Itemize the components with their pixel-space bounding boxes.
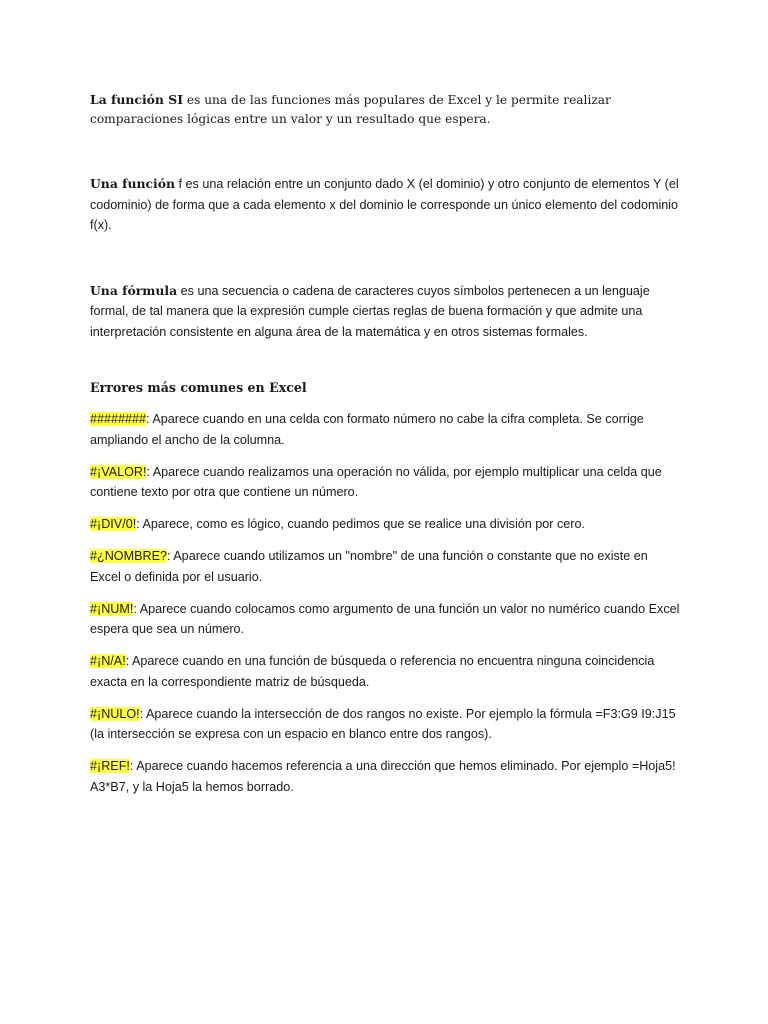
definition-formula	[90, 281, 680, 343]
spacer	[90, 129, 680, 174]
error-description: : Aparece cuando utilizamos un "nombre" de una función o constante que no existe en Excel o definida por el usuario.	[90, 549, 648, 584]
error-code: #¡DIV/0!	[90, 517, 137, 531]
errors-list	[90, 409, 680, 797]
error-code: #¡VALOR!	[90, 464, 147, 479]
definition-text: es una secuencia o cadena de caracteres cuyos símbolos pertenecen a un lenguaje formal, de tal manera que la expresión cumple ciertas reglas de buena formación y que admite una interpretación consistente en alguna área de la matemática y en otros sistemas formales.	[90, 283, 650, 339]
error-item	[90, 409, 680, 450]
definition-text: es una de las funciones más populares de Excel y le permite realizar comparaciones lógicas entre un valor y un resultado que espera.	[90, 93, 611, 126]
error-item	[90, 599, 680, 640]
error-code: #¡NUM!	[90, 601, 134, 616]
error-item	[90, 651, 680, 692]
spacer	[90, 342, 680, 378]
error-code: #¡N/A!	[90, 654, 126, 668]
document-page	[90, 90, 680, 809]
definition-funcion	[90, 174, 680, 236]
definition-term: Una fórmula	[90, 282, 178, 298]
error-item	[90, 514, 680, 535]
error-description: : Aparece cuando en una celda con formato número no cabe la cifra completa. Se corrige ampliando el ancho de la columna.	[90, 412, 644, 447]
error-description: : Aparece cuando realizamos una operación no válida, por ejemplo multiplicar una celda que contiene texto por otra que contiene un número.	[90, 464, 662, 499]
error-code: #¿NOMBRE?	[90, 549, 167, 563]
spacer	[90, 236, 680, 281]
error-item	[90, 546, 680, 587]
error-description: : Aparece cuando hacemos referencia a una dirección que hemos eliminado. Por ejemplo =Hoja5! A3*B7, y la Hoja5 la hemos borrado.	[90, 759, 676, 794]
error-code: ########	[90, 412, 147, 426]
error-code: #¡REF!	[90, 759, 130, 773]
errors-heading: Errores más comunes en Excel	[90, 380, 307, 395]
definition-term: Una función	[90, 176, 176, 191]
error-description: : Aparece, como es lógico, cuando pedimos que se realice una división por cero.	[136, 517, 585, 531]
error-code: #¡NULO!	[90, 706, 140, 721]
error-item	[90, 462, 680, 503]
definition-text: f es una relación entre un conjunto dado X (el dominio) y otro conjunto de elementos Y (el codominio) de forma que a cada elemento x del dominio le corresponde un único elemento del codominio f(x).	[90, 177, 679, 232]
error-description: : Aparece cuando en una función de búsqueda o referencia no encuentra ninguna coincidencia exacta en la correspondiente matriz de búsqueda.	[90, 654, 655, 689]
error-description: : Aparece cuando colocamos como argumento de una función un valor no numérico cuando Excel espera que sea un número.	[90, 601, 680, 636]
error-item	[90, 756, 680, 797]
definition-funcion-si	[90, 90, 680, 129]
error-item	[90, 704, 680, 745]
error-description: : Aparece cuando la intersección de dos rangos no existe. Por ejemplo la fórmula =F3:G9 I9:J15 (la intersección se expresa con un espacio en blanco entre dos rangos).	[90, 706, 676, 741]
definition-term: La función SI	[90, 92, 183, 107]
